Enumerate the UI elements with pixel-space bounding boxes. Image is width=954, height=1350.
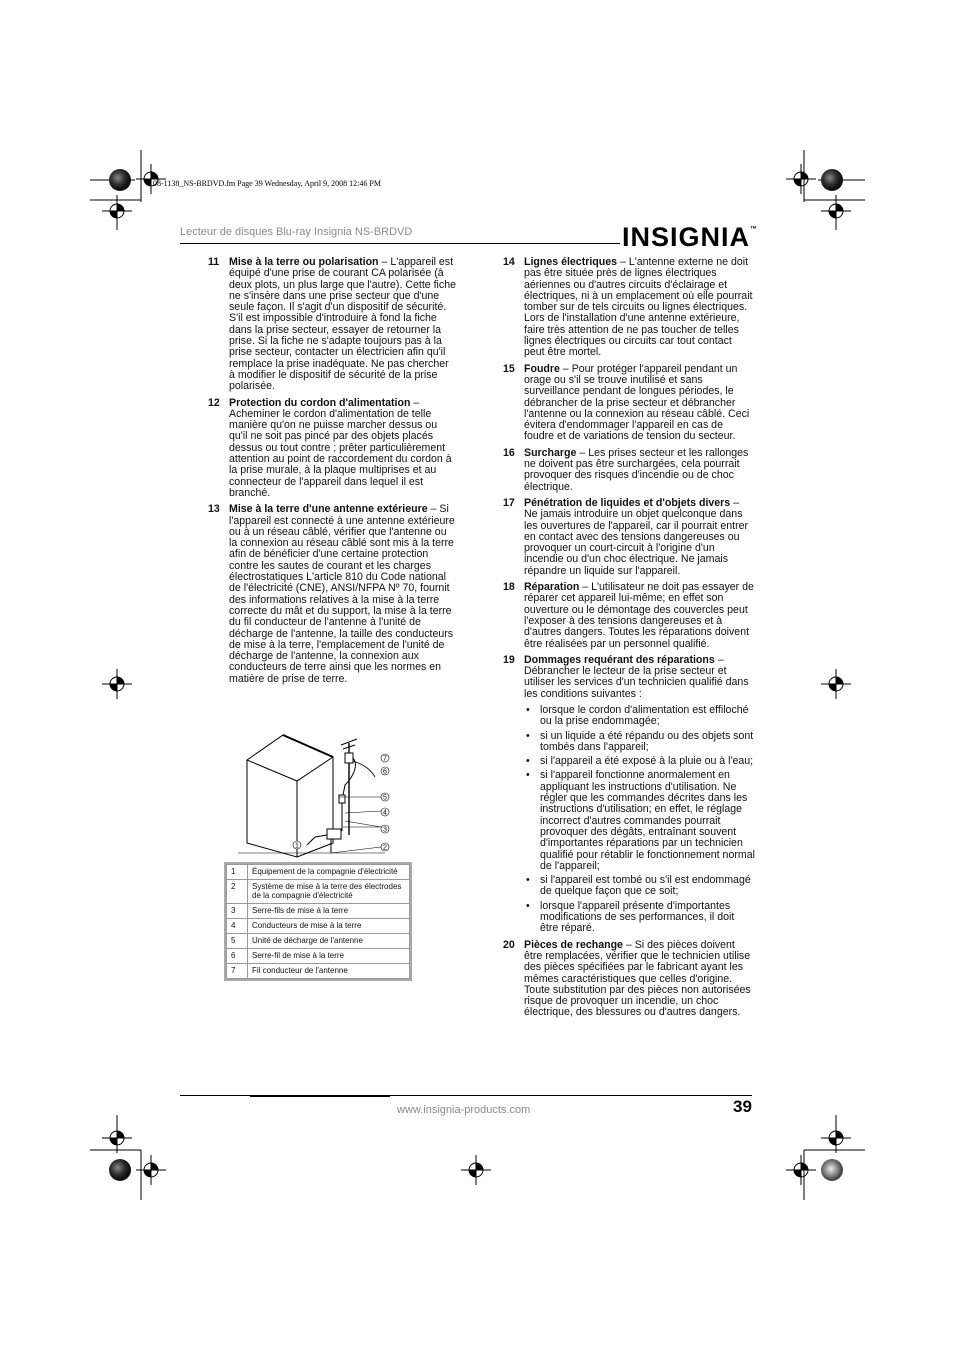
- list-item: [503, 940, 755, 1019]
- bullet-glyph: •: [526, 755, 530, 768]
- item-body: – Ne jamais introduire un objet quelconque dans les ouvertures de l'appareil, car il pourrait entrer en contact avec des tensions dangereuses ou provoquer un court-circuit à l'origine d'un incendie ou d'un choc électrique. Ne jamais répandre un liquide sur l'appareil.: [524, 496, 749, 577]
- table-row: [227, 964, 410, 979]
- item-title: Mise à la terre d'une antenne extérieure: [229, 503, 428, 516]
- bullet-item: [524, 875, 755, 898]
- header-rule: [180, 243, 620, 244]
- figure-legend-table: [226, 864, 410, 979]
- bullet-item: [524, 705, 755, 728]
- item-separator: –: [410, 396, 420, 409]
- bullet-item: [524, 770, 755, 872]
- legend-label: Serre-fils de mise à la terre: [248, 904, 410, 919]
- list-item: [503, 364, 755, 443]
- item-body: L'appareil est équipé d'une prise de courant CA polarisée (à deux plots, un plus large que l'autre). Cette fiche ne s'insère dans une prise secteur que d'une seule façon. Il s'agit d'un dispositif de sécurité. S'il est impossible d'introduire à fond la fiche dans la prise secteur, essayer de retourner la prise. Si la fiche ne s'adapte toujours pas à la prise secteur, contacter un électricien afin qu'il remplace la prise inadéquate. Ne pas chercher à modifier le dispositif de sécurité de la prise polarisée.: [229, 256, 456, 393]
- item-body: Si l'appareil est connecté à une antenne extérieure ou à un réseau câblé, vérifier que l'antenne ou la connexion au réseau câblé sont mis à la terre afin de bénéficier d'une certaine protection contre les sautes de courant et les charges électrostatiques L'article 810 du Code national de l'électricité (CNE), ANSI/NFPA Nº 70, fournit des informations relatives à la mise à la terre correcte du mât et du support, la mise à la terre du fil conducteur de l'antenne à l'unité de décharge de l'antenne, la taille des conducteurs de mise à la terre, l'emplacement de l'unité de décharge de l'antenne, la connexion aux conducteurs de terre ainsi que les normes en matière de prise de terre.: [229, 503, 455, 685]
- left-column: [208, 257, 456, 690]
- bullet-glyph: •: [526, 874, 530, 887]
- item-separator: –: [378, 256, 391, 268]
- bullet-text: si l'appareil est tombé ou s'il est endommagé de quelque façon que ce soit;: [540, 874, 751, 898]
- footer-url: www.insignia-products.com: [397, 1104, 531, 1116]
- legend-label: Fil conducteur de l'antenne: [248, 964, 410, 979]
- table-row: [227, 949, 410, 964]
- item-title: Surcharge: [524, 446, 577, 459]
- item-separator: –: [617, 256, 629, 268]
- file-info: 08-1138_NS-BRDVD.fm Page 39 Wednesday, April 9, 2008 12:46 PM: [153, 179, 381, 188]
- item-title: Protection du cordon d'alimentation: [229, 396, 411, 409]
- bullet-text: si l'appareil a été exposé à la pluie ou à l'eau;: [540, 755, 754, 768]
- item-title: Pièces de rechange: [524, 938, 623, 951]
- list-item: [503, 257, 755, 359]
- item-number: 15: [503, 362, 515, 375]
- item-number: 19: [503, 653, 515, 666]
- callout-label: 4: [383, 809, 387, 817]
- list-item: [503, 498, 755, 577]
- legend-label: Système de mise à la terre des électrodes de la compagnie d'électricité: [248, 880, 410, 904]
- footer-rule-accent: [250, 1095, 390, 1097]
- item-separator: –: [576, 446, 589, 459]
- bullet-text: lorsque l'appareil présente d'importantes modifications de ses performances, il doit être réparé.: [540, 899, 735, 935]
- legend-label: Unité de décharge de l'antenne: [248, 934, 410, 949]
- callout-label: 6: [383, 768, 387, 776]
- bullet-text: si un liquide a été répandu ou des objets sont tombés dans l'appareil;: [540, 729, 754, 753]
- item-number: 14: [503, 256, 515, 268]
- item-separator: –: [579, 581, 592, 594]
- list-item: [208, 398, 456, 500]
- bullet-text: lorsque le cordon d'alimentation est effiloché ou la prise endommagée;: [540, 703, 749, 728]
- bullet-glyph: •: [526, 769, 530, 782]
- insignia-logo: [622, 222, 757, 253]
- callout-label: 5: [383, 794, 387, 802]
- item-title: Réparation: [524, 581, 580, 594]
- item-body: Si des pièces doivent être remplacées, vérifier que le technicien utilise des pièces spécifiées par le fabricant ayant les mêmes caractéristiques que celles d'origine. Toute substitution par des pièces non autorisées risque de provoquer un incendie, un choc électrique, des blessures ou d'autres dangers.: [524, 938, 751, 1019]
- item-body: Débrancher le lecteur de la prise secteur et utiliser les services d'un technicien qualifié dans les conditions suivantes :: [524, 665, 749, 700]
- legend-number: 1: [227, 865, 248, 880]
- legend-number: 6: [227, 949, 248, 964]
- item-number: 13: [208, 503, 220, 516]
- legend-label: Équipement de la compagnie d'électricité: [248, 865, 410, 880]
- bullet-item: [524, 901, 755, 935]
- right-column: [503, 257, 755, 1024]
- table-row: [227, 904, 410, 919]
- page-number: 39: [733, 1097, 752, 1116]
- legend-number: 3: [227, 904, 248, 919]
- item-number: 12: [208, 396, 220, 409]
- item-number: 16: [503, 446, 515, 459]
- callout-label: 7: [383, 755, 387, 763]
- bullet-glyph: •: [526, 703, 530, 716]
- antenna-grounding-diagram: [235, 725, 405, 860]
- list-item: [208, 257, 456, 393]
- running-head: Lecteur de disques Blu-ray Insignia NS-BRDVD: [180, 226, 413, 238]
- bullet-item: [524, 731, 755, 754]
- item-number: 11: [208, 256, 220, 268]
- bullet-text: si l'appareil fonctionne anormalement en appliquant les instructions d'utilisation. Ne régler que les commandes décrites dans les instructions d'utilisation; en effet, le réglage incorrect d'autres commandes pourrait provoquer des dégâts, entraînant souvent d'importantes réparations par un technicien qualifié pour rétablir le fonctionnement normal de l'appareil;: [540, 769, 755, 872]
- list-item: [503, 448, 755, 493]
- list-item: [208, 504, 456, 685]
- bullet-item: [524, 756, 755, 767]
- legend-number: 4: [227, 919, 248, 934]
- item-separator: –: [559, 362, 572, 375]
- bullet-glyph: •: [526, 899, 530, 912]
- item-separator: –: [427, 503, 440, 516]
- table-row: [227, 880, 410, 904]
- legend-number: 2: [227, 880, 248, 904]
- item-body: Les prises secteur et les rallonges ne doivent pas être surchargées, cela pourrait provoquer des risques d'incendie ou de choc électrique.: [524, 446, 749, 493]
- item-title: Mise à la terre ou polarisation: [229, 256, 379, 268]
- item-title: Lignes électriques: [524, 256, 618, 268]
- legend-label: Conducteurs de mise à la terre: [248, 919, 410, 934]
- item-body: L'antenne externe ne doit pas être située près de lignes électriques aériennes ou d'autres circuits d'éclairage et électriques, ni à un emplacement où elle pourrait tomber sur de tels circuits ou lignes électriques. Lors de l'installation d'une antenne extérieure, faire très attention de ne pas toucher de telles lignes électriques ou circuits car tout contact peut être mortel.: [524, 256, 753, 359]
- bullet-glyph: •: [526, 729, 530, 742]
- table-row: [227, 919, 410, 934]
- item-title: Pénétration de liquides et d'objets divers: [524, 496, 731, 509]
- item-body: L'utilisateur ne doit pas essayer de réparer cet appareil lui-même; en effet son ouverture ou le démontage des couvercles peut l'exposer à des tensions dangereuses et à d'autres dangers. Toutes les réparations doivent être réalisées par un personnel qualifié.: [524, 581, 754, 650]
- item-title: Dommages requérant des réparations: [524, 653, 715, 666]
- bullet-list: [524, 705, 755, 935]
- callout-label: 1: [295, 842, 299, 850]
- legend-number: 5: [227, 934, 248, 949]
- legend-label: Serre-fil de mise à la terre: [248, 949, 410, 964]
- item-body: Acheminer le cordon d'alimentation de telle manière qu'on ne puisse marcher dessus ou qu'il ne soit pas pincé par des objets placés dessus ou tout contre ; prêter particulièrement attention au point de raccordement du cordon à la prise murale, à la plaque multiprises et au connecteur de l'appareil dans lequel il est branché.: [229, 407, 452, 499]
- logo-text: INSIGNIA: [622, 222, 751, 252]
- list-item: [503, 655, 755, 935]
- callout-label: 3: [383, 826, 387, 834]
- item-separator: –: [622, 938, 635, 951]
- item-number: 20: [503, 938, 515, 951]
- list-item: [503, 582, 755, 650]
- table-row: [227, 865, 410, 880]
- item-number: 17: [503, 496, 515, 509]
- item-separator: –: [714, 653, 724, 666]
- callout-label: 2: [383, 844, 387, 852]
- item-number: 18: [503, 581, 515, 594]
- table-row: [227, 934, 410, 949]
- legend-number: 7: [227, 964, 248, 979]
- item-title: Foudre: [524, 362, 560, 375]
- item-body: Pour protéger l'appareil pendant un orage ou s'il se trouve inutilisé et sans surveillance pendant de longues périodes, le débrancher de la prise secteur et débrancher l'antenne ou la connexion au réseau câblé. Ceci évitera d'endommager l'appareil en cas de foudre et de variations de tension du secteur.: [524, 362, 750, 443]
- logo-trademark: ™: [750, 226, 758, 233]
